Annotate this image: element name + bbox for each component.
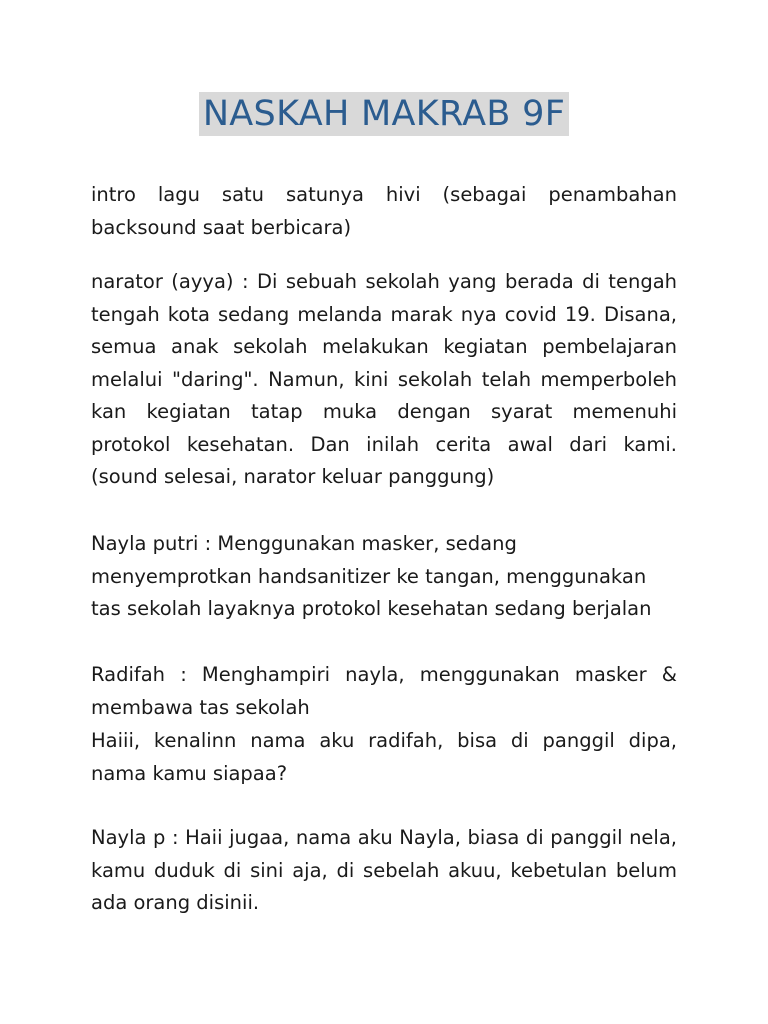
title-container bbox=[0, 92, 768, 136]
paragraph-radifah: Radifah : Menghampiri nayla, menggunakan masker & membawa tas sekolah bbox=[91, 663, 677, 719]
paragraph-intro: intro lagu satu satunya hivi (sebagai penambahan backsound saat berbicara) bbox=[91, 183, 677, 239]
paragraph-radifah-dialogue: Haiii, kenalinn nama aku radifah, bisa di panggil dipa, nama kamu siapaa? bbox=[91, 729, 677, 785]
paragraph-nayla-p: Nayla p : Haii jugaa, nama aku Nayla, biasa di panggil nela, kamu duduk di sini aja, di sebelah akuu, kebetulan belum ada orang disinii. bbox=[91, 826, 677, 914]
paragraph-nayla-putri: Nayla putri : Menggunakan masker, sedang menyemprotkan handsanitizer ke tangan, menggunakan tas sekolah layaknya protokol kesehatan sedang berjalan bbox=[91, 532, 652, 620]
document-title: NASKAH MAKRAB 9F bbox=[199, 92, 569, 136]
paragraph-narator: narator (ayya) : Di sebuah sekolah yang berada di tengah tengah kota sedang melanda marak nya covid 19. Disana, semua anak sekolah melakukan kegiatan pembelajaran melalui "daring". Namun, kini sekolah telah memperboleh kan kegiatan tatap muka dengan syarat memenuhi protokol kesehatan. Dan inilah cerita awal dari kami. (sound selesai, narator keluar panggung) bbox=[91, 270, 677, 488]
